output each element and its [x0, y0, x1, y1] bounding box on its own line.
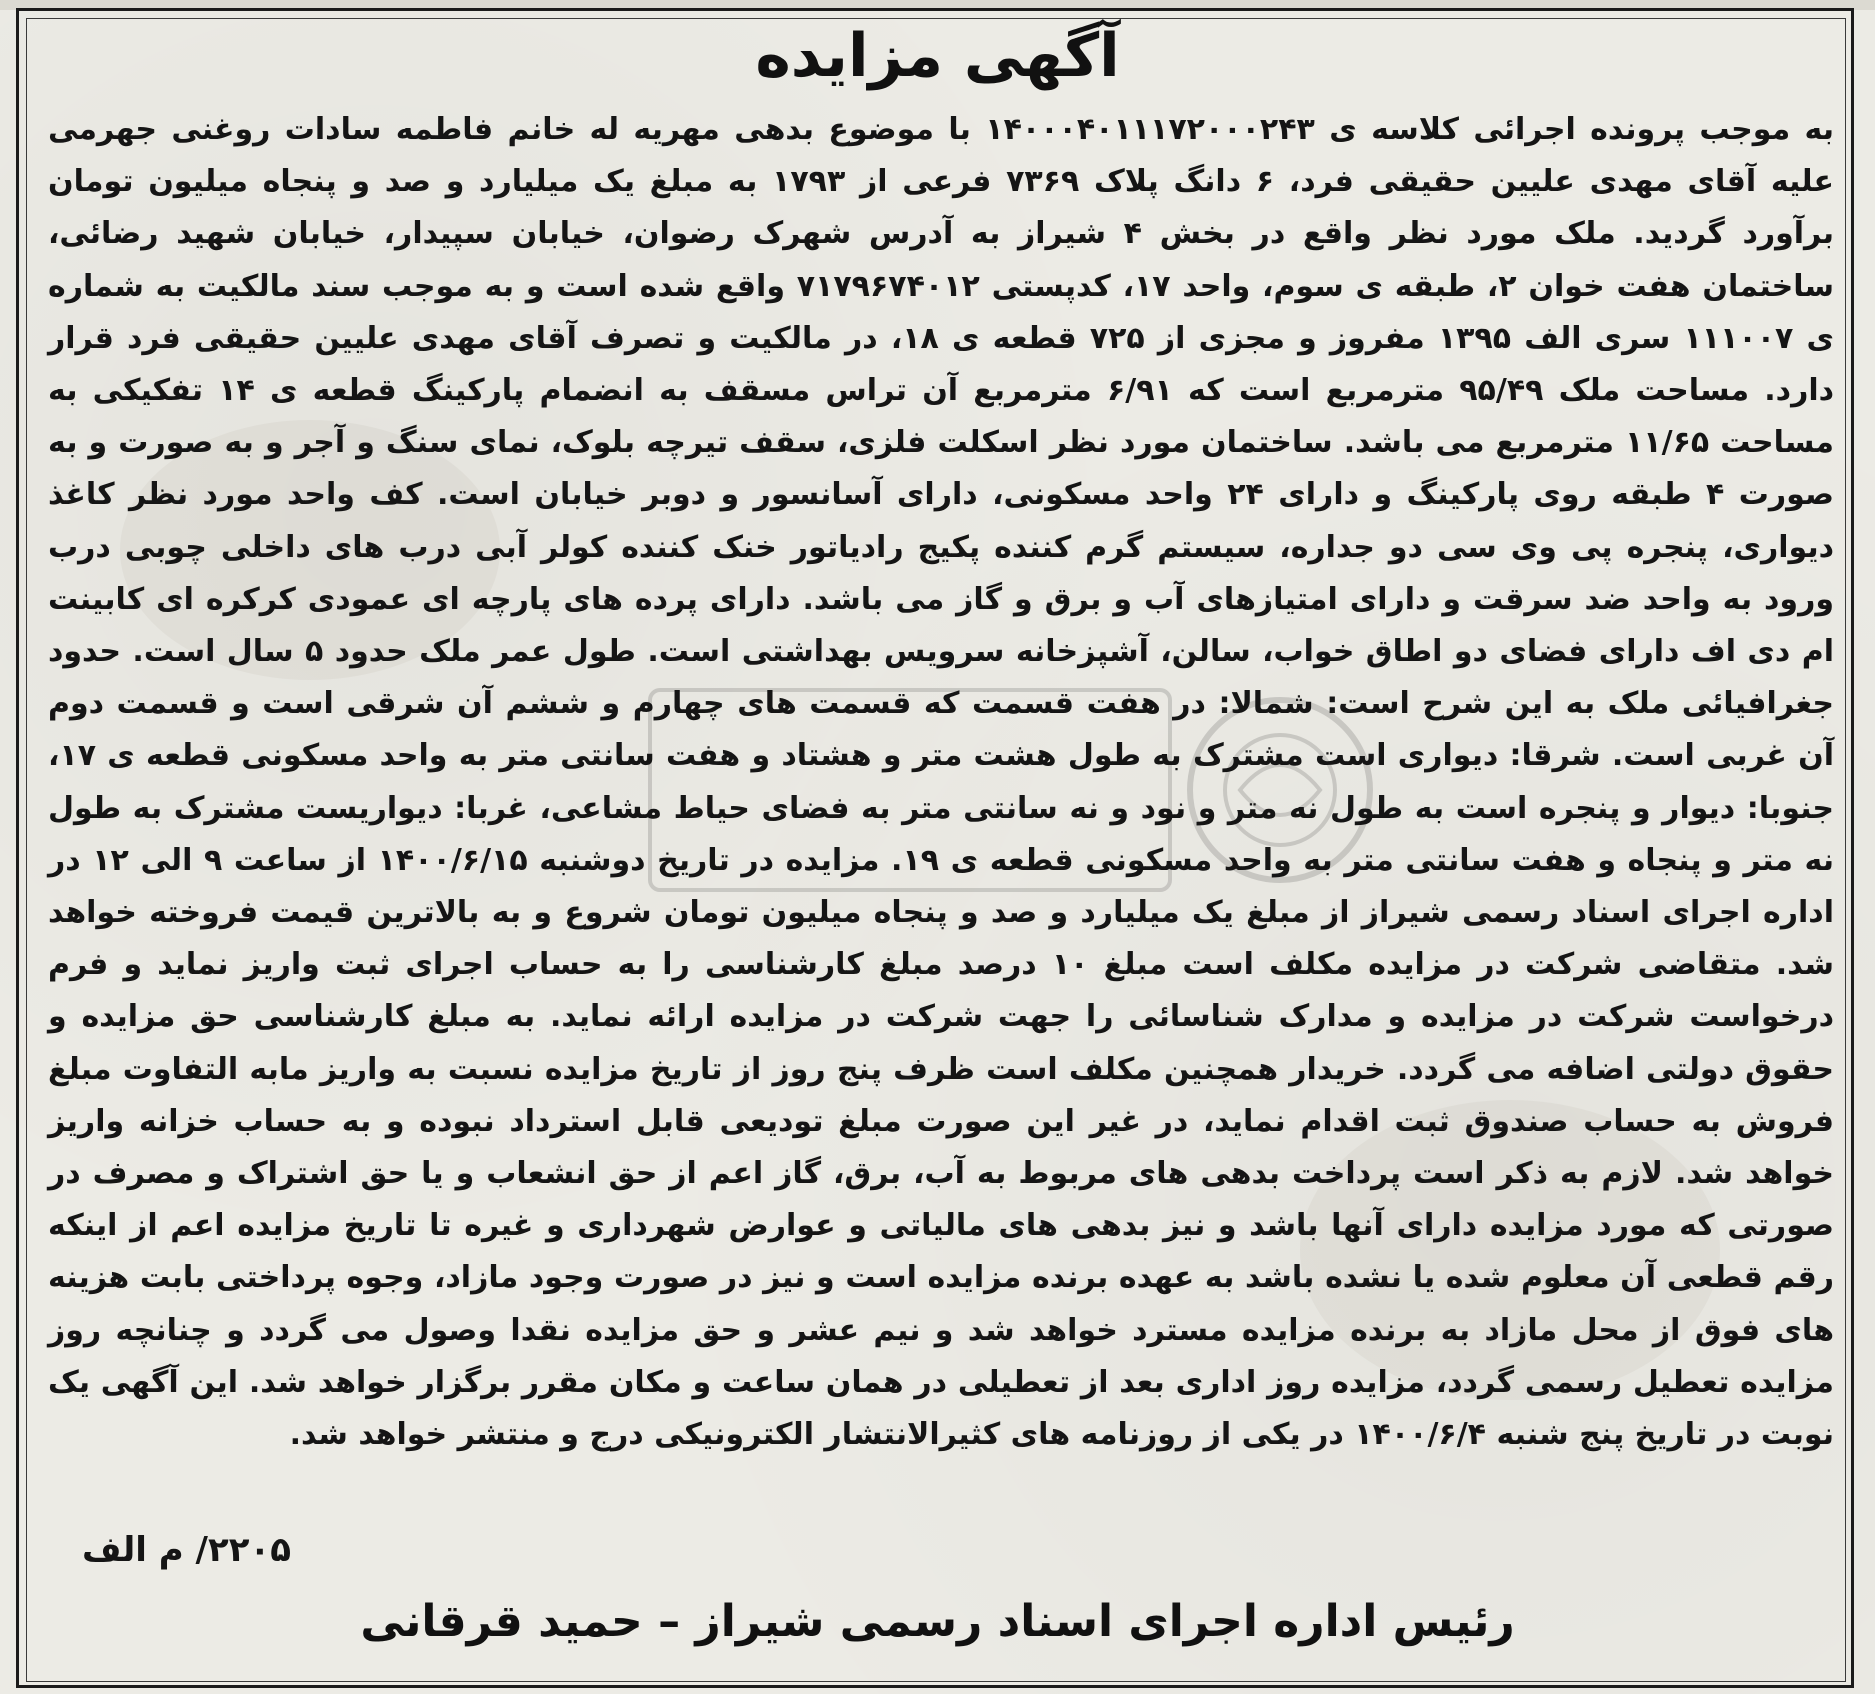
- signature-line: رئیس اداره اجرای اسناد رسمی شیراز – حمید قرقانی: [360, 1596, 1515, 1647]
- notice-body: به موجب پرونده اجرائی کلاسه ی ۱۴۰۰۰۴۰۱۱۱۷۲۰۰۰۲۴۳ با موضوع بدهی مهریه له خانم فاطمه سادات روغنی جهرمی علیه آقای مهدی علیین حقیقی فرد، ۶ دانگ پلاک ۷۳۶۹ فرعی از ۱۷۹۳ به مبلغ یک میلیارد و صد و پنجاه میلیون تومان برآورد گردید. ملک مورد نظر واقع در بخش ۴ شیراز به آدرس شهرک رضوان، خیابان سپیدار، خیابان شهید رضائی، ساختمان هفت خوان ۲، طبقه ی سوم، واحد ۱۷، کدپستی ۷۱۷۹۶۷۴۰۱۲ واقع شده است و به موجب سند مالکیت به شماره ی ۱۱۱۰۰۷ سری الف ۱۳۹۵ مفروز و مجزی از ۷۲۵ قطعه ی ۱۸، در مالکیت و تصرف آقای مهدی علیین حقیقی فرد قرار دارد. مساحت ملک ۹۵/۴۹ مترمربع است که ۶/۹۱ مترمربع آن تراس مسقف به انضمام پارکینگ قطعه ی ۱۴ تفکیکی به مساحت ۱۱/۶۵ مترمربع می باشد. ساختمان مورد نظر اسکلت فلزی، سقف تیرچه بلوک، نمای سنگ و آجر و به صورت و به صورت ۴ طبقه روی پارکینگ و دارای ۲۴ واحد مسکونی، دارای آسانسور و دوبر خیابان است. کف واحد مورد نظر کاغذ دیواری، پنجره پی وی سی دو جداره، سیستم گرم کننده پکیج رادیاتور خنک کننده کولر آبی درب های داخلی چوبی درب ورود به واحد ضد سرقت و دارای امتیازهای آب و برق و گاز می باشد. دارای پرده های پارچه ای عمودی کرکره ای کابینت ام دی اف دارای فضای دو اطاق خواب، سالن، آشپزخانه سرویس بهداشتی است. طول عمر ملک حدود ۵ سال است. حدود جغرافیائی ملک به این شرح است: شمالا: در هفت قسمت که قسمت های چهارم و ششم آن شرقی است و قسمت دوم آن غربی است. شرقا: دیواری است مشترک به طول هشت متر و هشتاد و هفت سانتی متر به واحد مسکونی قطعه ی ۱۷، جنوبا: دیوار و پنجره است به طول نه متر و نود و نه سانتی متر به فضای حیاط مشاعی، غربا: دیواریست مشترک به طول نه متر و پنجاه و هفت سانتی متر به واحد مسکونی قطعه ی ۱۹. مزایده در تاریخ دوشنبه ۱۴۰۰/۶/۱۵ از ساعت ۹ الی ۱۲ در اداره اجرای اسناد رسمی شیراز از مبلغ یک میلیارد و صد و پنجاه میلیون تومان شروع و به بالاترین قیمت فروخته خواهد شد. متقاضی شرکت در مزایده مکلف است مبلغ ۱۰ درصد مبلغ کارشناسی را به حساب اجرای ثبت واریز نماید و فرم درخواست شرکت در مزایده و مدارک شناسائی را جهت شرکت در مزایده ارائه نماید. به مبلغ کارشناسی حق مزایده و حقوق دولتی اضافه می گردد. خریدار همچنین مکلف است ظرف پنج روز از تاریخ مزایده نسبت به واریز مابه التفاوت مبلغ فروش به حساب صندوق ثبت اقدام نماید، در غیر این صورت مبلغ تودیعی قابل استرداد نبوده و به حساب خزانه واریز خواهد شد. لازم به ذکر است پرداخت بدهی های مربوط به آب، برق، گاز اعم از حق انشعاب و یا حق اشتراک و مصرف در صورتی که مورد مزایده دارای آنها باشد و نیز بدهی های مالیاتی و عوارض شهرداری و غیره تا تاریخ مزایده اعم از اینکه رقم قطعی آن معلوم شده یا نشده باشد به عهده برنده مزایده است و نیز در صورت وجود مازاد، وجوه پرداختی بابت هزینه های فوق از محل مازاد به برنده مزایده مسترد خواهد شد و نیم عشر و حق مزایده نقدا وصول می گردد و چنانچه روز مزایده تعطیل رسمی گردد، مزایده روز اداری بعد از تعطیلی در همان ساعت و مکان مقرر برگزار خواهد شد. این آگهی یک نوبت در تاریخ پنج شنبه ۱۴۰۰/۶/۴ در یکی از روزنامه های کثیرالانتشار الکترونیکی درج و منتشر خواهد شد.: [48, 112, 1835, 1453]
- reference-code: ۲۲۰۵/ م الف: [82, 1530, 291, 1570]
- notice-title: آگهی مزایده: [755, 21, 1120, 91]
